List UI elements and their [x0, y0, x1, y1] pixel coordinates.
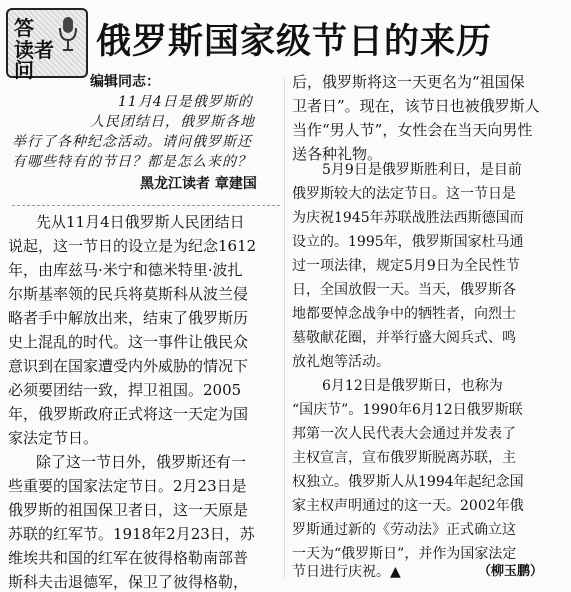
- column-badge: [6, 8, 88, 82]
- article-title: 俄罗斯国家级节日的来历: [96, 22, 493, 62]
- body-line: 过一项法律，规定5月9日为全民性节: [292, 258, 520, 274]
- body-line: “国庆节”。1990年6月12日俄罗斯联: [292, 402, 523, 418]
- body-line: 家主权声明通过的这一天。2002年俄: [292, 498, 524, 514]
- body-line: 家法定节日。: [8, 429, 99, 447]
- inquiry-line: 11月4日是俄罗斯的: [118, 94, 253, 110]
- body-line: 些重要的国家法定节日。2月23日是: [8, 477, 247, 495]
- badge-char-2: 读: [14, 38, 34, 62]
- body-line: 日，全国放假一天。当天，俄罗斯各: [292, 282, 516, 298]
- microphone-icon: [58, 16, 78, 52]
- body-line: 送各种礼物。: [292, 145, 383, 163]
- body-line: 俄罗斯较大的法定节日。这一节日是: [292, 186, 516, 202]
- inquiry-signature: 黑龙江读者 章建国: [140, 176, 257, 192]
- body-line: 罗斯通过新的《劳动法》正式确立这: [292, 522, 516, 538]
- body-line: 必须要团结一致，捍卫祖国。2005: [8, 381, 242, 399]
- body-line: 卫者日”。现在，该节日也被俄罗斯人: [292, 97, 540, 115]
- body-line: 先从11月4日俄罗斯人民团结日: [36, 213, 245, 231]
- body-line: 邦第一次人民代表大会通过并发表了: [292, 426, 516, 442]
- body-line: 一天为“俄罗斯日”，并作为国家法定: [292, 546, 517, 562]
- body-line: 略者手中解放出来，结束了俄罗斯历: [8, 309, 249, 327]
- body-line: 地都要悼念战争中的牺牲者，向烈士: [292, 306, 516, 322]
- section-divider: [12, 205, 280, 206]
- body-line: 节日进行庆祝。▲: [292, 564, 401, 580]
- author-byline: （柳玉鹏）: [478, 564, 544, 579]
- inquiry-line: 举行了各种纪念活动。请问俄罗斯还: [12, 134, 252, 150]
- body-line: 苏联的红军节。1918年2月23日，苏: [8, 525, 255, 543]
- body-line: 为庆祝1945年苏联战胜法西斯德国而: [292, 210, 524, 226]
- body-line: 权独立。俄罗斯人从1994年起纪念国: [292, 474, 524, 490]
- badge-char-1: 答: [14, 16, 34, 40]
- body-line: 年，由库兹马·米宁和德米特里·波扎: [8, 261, 243, 279]
- body-line: 5月9日是俄罗斯胜利日，是目前: [322, 162, 522, 178]
- badge-char-4: 问: [14, 58, 34, 82]
- body-line: 尔斯基率领的民兵将莫斯科从波兰侵: [8, 285, 249, 303]
- body-line: 史上混乱的时代。这一事件让俄民众: [8, 333, 249, 351]
- body-line: 后，俄罗斯将这一天更名为“祖国保: [292, 73, 525, 91]
- badge-char-3: 者: [34, 38, 54, 62]
- inquiry-salutation: 编辑同志：: [90, 74, 160, 90]
- body-line: 说起，这一节日的设立是为纪念1612: [8, 237, 257, 255]
- body-line: 除了这一节日外，俄罗斯还有一: [36, 453, 247, 471]
- body-line: 墓敬献花圈，并举行盛大阅兵式、鸣: [292, 330, 516, 346]
- body-line: 主权宣言，宣布俄罗斯脱离苏联，主: [292, 450, 516, 466]
- body-line: 俄罗斯的祖国保卫者日，这一天原是: [8, 501, 249, 519]
- body-line: 斯科夫击退德军，保卫了彼得格勒，: [8, 573, 249, 591]
- inquiry-line: 有哪些特有的节日？都是怎么来的？: [12, 154, 252, 170]
- body-line: 意识到在国家遭受内外威胁的情况下: [8, 357, 249, 375]
- inquiry-line: 人民团结日，俄罗斯各地: [90, 114, 255, 130]
- column-rule: [284, 78, 285, 578]
- body-line: 年，俄罗斯政府正式将这一天定为国: [8, 405, 249, 423]
- body-line: 设立的。1995年，俄罗斯国家杜马通: [292, 234, 524, 250]
- body-line: 维埃共和国的红军在彼得格勒南部普: [8, 549, 249, 567]
- body-line: 当作“男人节”，女性会在当天向男性: [292, 121, 533, 139]
- body-line: 6月12日是俄罗斯日，也称为: [322, 378, 503, 394]
- body-line: 放礼炮等活动。: [292, 354, 390, 370]
